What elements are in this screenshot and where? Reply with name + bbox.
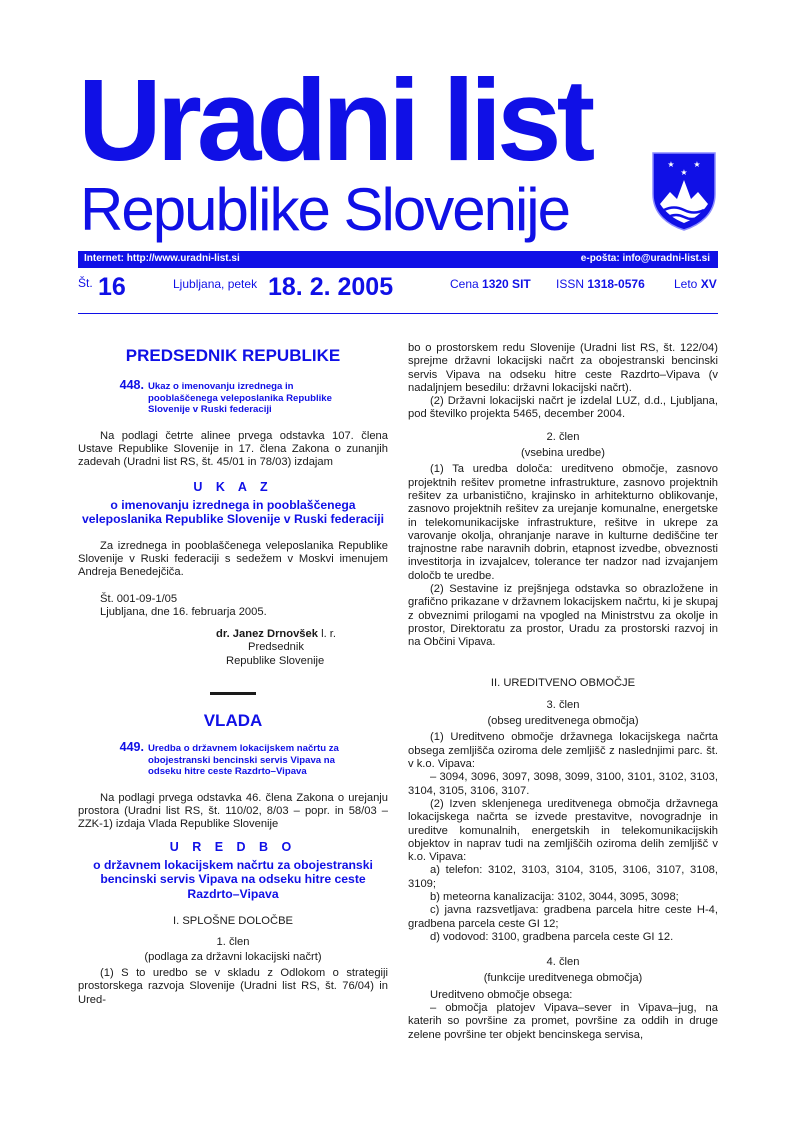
header-rule [78,313,718,314]
signature-line [78,628,388,641]
left-column [78,346,388,1007]
slovenian-coat-of-arms-icon [650,150,718,232]
act-reference: Št. 001-09-1/05 [100,592,178,605]
svg-text:★: ★ [693,160,701,169]
article-paragraph: (1) S to uredbo se v skladu z Odlokom o strategiji prostorskega razvoja Slovenije (Uradni list RS, št. 76/04) in Ured- [78,967,388,1006]
article-paragraph: (2) Izven sklenjenega ureditvenega območja državnega lokacijskega načrta se izvede prestavitve, novogradnje in ureditve komunalnih, energetskih in telekomunikacijskih objektov in naprav tudi na zemljiščih oziroma delih zemljišč v k.o. Vipava: [408,797,718,864]
signatory-role-2: Republike Slovenije [226,654,325,667]
doc-number: 449. [119,740,144,755]
issue-info-row [78,272,718,306]
article-subtitle: (podlaga za državni lokacijski načrt) [144,950,322,963]
article-paragraph-continued: bo o prostorskem redu Slovenije (Uradni list RS, št. 122/04) sprejme državni lokacijski načrt za obojestranski bencinski servis Vipava na odseku hitre ceste Razdrto–Vipava (v nadaljnjem besedilu: državni lokacijski načrt). [408,342,718,394]
signatory-name: dr. Janez Drnovšek [216,628,318,641]
act-type: U R E D B O [169,840,297,855]
signatory-role: Predsednik [248,641,304,654]
internet-link[interactable]: Internet: http://www.uradni-list.si [84,253,240,264]
list-item: – območja platojev Vipava–sever in Vipava–jug, na katerih so površine za promet, površine za oddih in druge zelene površine ter objekt bencinskega servisa, [408,1002,718,1041]
article-paragraph: (2) Državni lokacijski načrt je izdelal LUZ, d.d., Ljubljana, pod številko projekta 5465, december 2004. [408,395,718,421]
section-heading-president: PREDSEDNIK REPUBLIKE [125,346,341,365]
chapter-heading: I. SPLOŠNE DOLOČBE [173,915,293,928]
doc-entry-448 [78,379,388,416]
issn-value: 1318-0576 [587,277,645,291]
signatory-suffix: l. r. [317,628,337,641]
section-heading-government: VLADA [203,711,263,731]
doc-intro: Na podlagi prvega odstavka 46. člena Zakona o urejanju prostora (Uradni list RS, št. 110/02, 8/03 – popr. in 58/03 – ZZK-1) izdaja Vlada Republike Slovenije [78,791,388,831]
issue-prefix: Št. [78,276,93,290]
article-subtitle: (obseg ureditvenega območja) [487,715,639,728]
list-item: a) telefon: 3102, 3103, 3104, 3105, 3106, 3107, 3108, 3109; [408,864,718,890]
issn-label: ISSN [556,277,585,291]
email-link[interactable]: e-pošta: info@uradni-list.si [580,253,710,264]
article-number: 1. člen [216,935,250,948]
article-subtitle: (funkcije ureditvenega območja) [483,972,643,985]
masthead-title: Uradni list [78,55,591,185]
doc-title[interactable]: Uredba o državnem lokacijskem načrtu za obojestranski bencinski servis Vipava na odseku hitre ceste Razdrto–Vipava [148,743,339,778]
svg-text:★: ★ [680,168,688,177]
act-title: o imenovanju izrednega in pooblaščenega veleposlanika Republike Slovenije v Ruski federaciji [81,497,385,527]
year-value: XV [700,277,717,291]
list-item: d) vodovod: 3100, gradbena parcela ceste GI 12. [430,930,674,943]
parcel-list: – 3094, 3096, 3097, 3098, 3099, 3100, 3101, 3102, 3103, 3104, 3105, 3106, 3107. [408,771,718,797]
article-number: 2. člen [546,430,580,443]
list-item: b) meteorna kanalizacija: 3102, 3044, 3095, 3098; [430,890,679,903]
act-body: Za izrednega in pooblaščenega veleposlanika Republike Slovenije v Ruski federaciji s sedežem v Moskvi imenujem Andreja Benedejčiča. [78,539,388,579]
right-column [408,342,718,1042]
article-number: 3. člen [546,698,580,711]
year-label: Leto [674,277,698,291]
svg-text:★: ★ [667,160,675,169]
price-label: Cena [450,277,479,291]
doc-intro: Na podlagi četrte alinee prvega odstavka 107. člena Ustave Republike Slovenije in 17. člena Zakona o zunanjih zadevah (Uradni list RS, št. 45/01 in 78/03) izdajam [78,429,388,469]
price-value: 1320 SIT [482,277,531,291]
list-item: c) javna razsvetljava: gradbena parcela hitre ceste H-4, gradbena parcela ceste GI 12; [408,904,718,930]
article-paragraph: Ureditveno območje obsega: [430,988,573,1001]
doc-number: 448. [119,378,144,392]
masthead-contact-bar [78,251,718,268]
act-place-date: Ljubljana, dne 16. februarja 2005. [100,605,267,618]
masthead-subtitle: Republike Slovenije [80,176,569,243]
article-number: 4. člen [546,956,580,969]
doc-entry-449 [78,741,388,778]
article-paragraph: (1) Ta uredba določa: ureditveno območje, zasnovo projektnih rešitev prometne infrastrukture, zasnovo projektnih rešitev za urbanistično, krajinsko in arhitekturno oblikovanje, zasnovo projektnih rešitev za urejanje komunalne, energetske in telekomunikacijske infrastrukture, rešitve in ukrepe za varovanje okolja, ohranjanje narave in kulturne dediščine ter trajnostne rabe naravnih dobrin, etapnost izvedbe, obveznosti investitorja in izvajalcev, tolerance ter nadzor nad izvajanjem določb te uredbe. [408,463,718,582]
act-type: U K A Z [193,480,273,495]
chapter-heading: II. UREDITVENO OBMOČJE [490,676,636,689]
issue-number: 16 [98,273,126,301]
article-paragraph: (2) Sestavine iz prejšnjega odstavka so obrazložene in grafično prikazane v državnem lokacijskem načrtu, ki je skupaj z obveznimi prilogami na vpogled na Ministrstvu za okolje in prostor, Direktoratu za prostor, Uradu za prostorski razvoj in na Občini Vipava. [408,583,718,649]
place-day: Ljubljana, petek [173,277,258,291]
article-subtitle: (vsebina uredbe) [521,447,605,460]
issue-date: 18. 2. 2005 [268,273,394,301]
article-paragraph: (1) Ureditveno območje državnega lokacijskega načrta obsega zemljišča oziroma dele zemljišč z naslednjimi parc. št. v k.o. Vipava: [408,731,718,771]
act-title: o državnem lokacijskem načrtu za obojestranski bencinski servis Vipava na odseku hitre ceste Razdrto–Vipava [93,857,373,901]
doc-title[interactable]: Ukaz o imenovanju izrednega in pooblaščenega veleposlanika Republike Slovenije v Ruski federaciji [148,381,332,415]
